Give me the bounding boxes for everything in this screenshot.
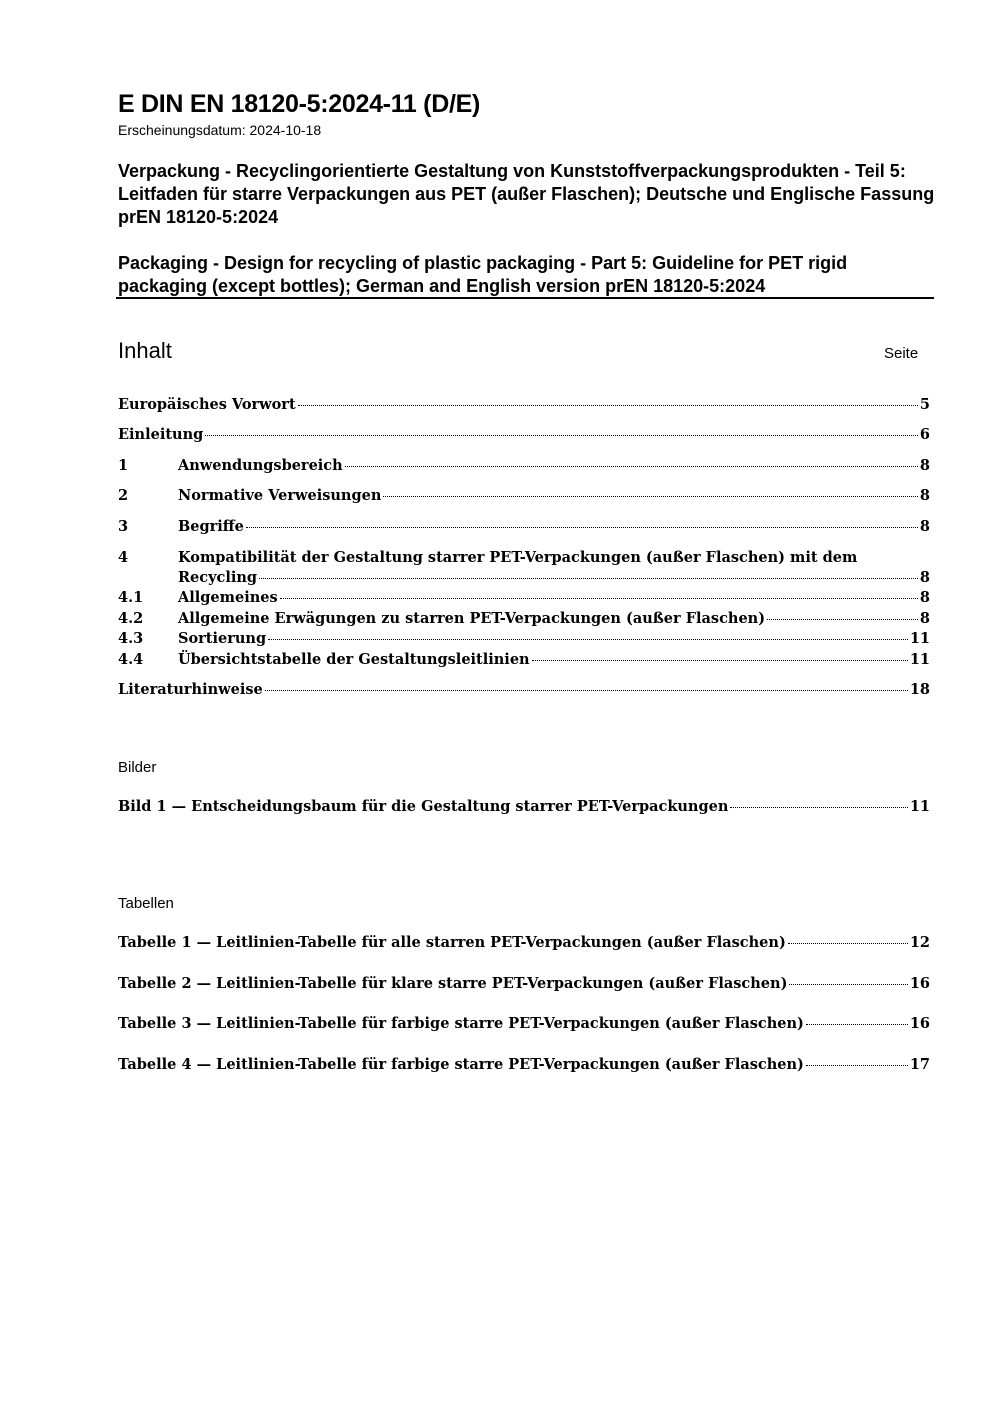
toc-leader <box>730 807 907 808</box>
table-entry-title: Tabelle 1 — Leitlinien-Tabelle für alle starren PET-Verpackungen (außer Flaschen) <box>118 934 786 951</box>
toc-entry-title: Übersichtstabelle der Gestaltungsleitlinien <box>178 651 530 668</box>
toc-entry-title: Literaturhinweise <box>118 681 263 698</box>
toc-leader <box>532 660 908 661</box>
toc-entry-title: Anwendungsbereich <box>178 457 343 474</box>
toc-leader <box>259 578 918 579</box>
table-entry[interactable] <box>118 933 930 953</box>
title-english: Packaging - Design for recycling of plastic packaging - Part 5: Guideline for PET rigid packaging (except bottles); German and English version prEN 18120-5:2024 <box>118 253 848 296</box>
toc-entry-page: 8 <box>919 610 930 627</box>
figure-entry-page: 11 <box>909 798 930 815</box>
toc-heading: Inhalt <box>118 338 172 363</box>
toc-entry-number: 4 <box>118 549 129 566</box>
toc-leader <box>789 984 907 985</box>
toc-leader <box>806 1065 908 1066</box>
toc-entry-number: 4.4 <box>118 651 144 668</box>
toc-entry-title: Allgemeines <box>178 589 278 606</box>
table-entry-title: Tabelle 3 — Leitlinien-Tabelle für farbige starre PET-Verpackungen (außer Flaschen) <box>118 1015 804 1032</box>
toc-entry-title: Normative Verweisungen <box>178 487 382 504</box>
toc-entry-number: 3 <box>118 518 129 535</box>
toc-leader <box>767 619 918 620</box>
toc-leader <box>265 690 908 691</box>
toc-entry-number: 4.3 <box>118 630 144 647</box>
toc-entry-number: 4.2 <box>118 610 144 627</box>
table-entry-page: 12 <box>909 934 930 951</box>
toc-entry[interactable] <box>118 456 930 476</box>
toc-entry[interactable] <box>118 395 930 415</box>
toc-entry[interactable] <box>118 609 930 629</box>
toc-page-label: Seite <box>884 345 919 362</box>
toc-entry-page: 11 <box>909 630 930 647</box>
toc-leader <box>788 943 908 944</box>
title-german: Verpackung - Recyclingorientierte Gestaltung von Kunststoffverpackungsprodukten - Teil 5: Leitfaden für starre Verpackungen aus PET (außer Flaschen); Deutsche und Englische Fassung prEN 18120-5:2024 <box>118 161 935 227</box>
toc-leader <box>345 466 918 467</box>
toc-entry-title: Allgemeine Erwägungen zu starren PET-Verpackungen (außer Flaschen) <box>178 610 766 627</box>
toc-entry-number: 2 <box>118 487 129 504</box>
toc-leader <box>806 1024 908 1025</box>
toc-entry-page: 6 <box>919 426 930 443</box>
table-entry-title: Tabelle 2 — Leitlinien-Tabelle für klare starre PET-Verpackungen (außer Flaschen) <box>118 975 788 992</box>
document-number: E DIN EN 18120-5:2024-11 (D/E) <box>118 90 481 118</box>
toc-entry[interactable] <box>118 568 930 588</box>
tables-heading: Tabellen <box>118 895 174 912</box>
toc-entry-page: 8 <box>919 518 930 535</box>
toc-entry[interactable] <box>118 650 930 670</box>
toc-entry-title: Europäisches Vorwort <box>118 396 296 413</box>
table-entry[interactable] <box>118 1014 930 1034</box>
table-entry[interactable] <box>118 1055 930 1075</box>
toc-leader <box>280 598 918 599</box>
toc-entry-number: 4.1 <box>118 589 144 606</box>
table-entry-title: Tabelle 4 — Leitlinien-Tabelle für farbige starre PET-Verpackungen (außer Flaschen) <box>118 1056 804 1073</box>
toc-entry-page: 8 <box>919 589 930 606</box>
toc-entry-page: 5 <box>919 396 930 413</box>
toc-entry[interactable] <box>118 486 930 506</box>
toc-entry-page: 8 <box>919 569 930 586</box>
toc-entry-title: Einleitung <box>118 426 204 443</box>
table-entry-page: 16 <box>909 975 930 992</box>
toc-entry-page: 8 <box>919 487 930 504</box>
toc-entry-page: 8 <box>919 457 930 474</box>
toc-entry-title: Sortierung <box>178 630 267 647</box>
toc-entry-number: 1 <box>118 457 129 474</box>
toc-entry-line1[interactable] <box>118 548 930 568</box>
toc-entry[interactable] <box>118 680 930 700</box>
figures-heading: Bilder <box>118 759 157 776</box>
title-divider <box>116 297 934 299</box>
toc-entry[interactable] <box>118 588 930 608</box>
toc-leader <box>298 405 918 406</box>
toc-entry[interactable] <box>118 629 930 649</box>
toc-entry[interactable] <box>118 425 930 445</box>
toc-leader <box>268 639 908 640</box>
toc-entry-title: Recycling <box>178 569 258 586</box>
toc-entry-page: 11 <box>909 651 930 668</box>
toc-entry-title: Begriffe <box>178 518 244 535</box>
toc-entry-page: 18 <box>909 681 930 698</box>
table-entry[interactable] <box>118 974 930 994</box>
toc-entry[interactable] <box>118 517 930 537</box>
figure-entry-title: Bild 1 — Entscheidungsbaum für die Gestaltung starrer PET-Verpackungen <box>118 798 729 815</box>
toc-entry-title-line1: Kompatibilität der Gestaltung starrer PET-Verpackungen (außer Flaschen) mit dem <box>178 549 858 566</box>
toc-leader <box>246 527 918 528</box>
toc-leader <box>205 435 918 436</box>
publication-date: Erscheinungsdatum: 2024-10-18 <box>118 122 322 138</box>
table-entry-page: 17 <box>909 1056 930 1073</box>
figure-entry[interactable] <box>118 797 930 817</box>
toc-leader <box>383 496 918 497</box>
table-entry-page: 16 <box>909 1015 930 1032</box>
